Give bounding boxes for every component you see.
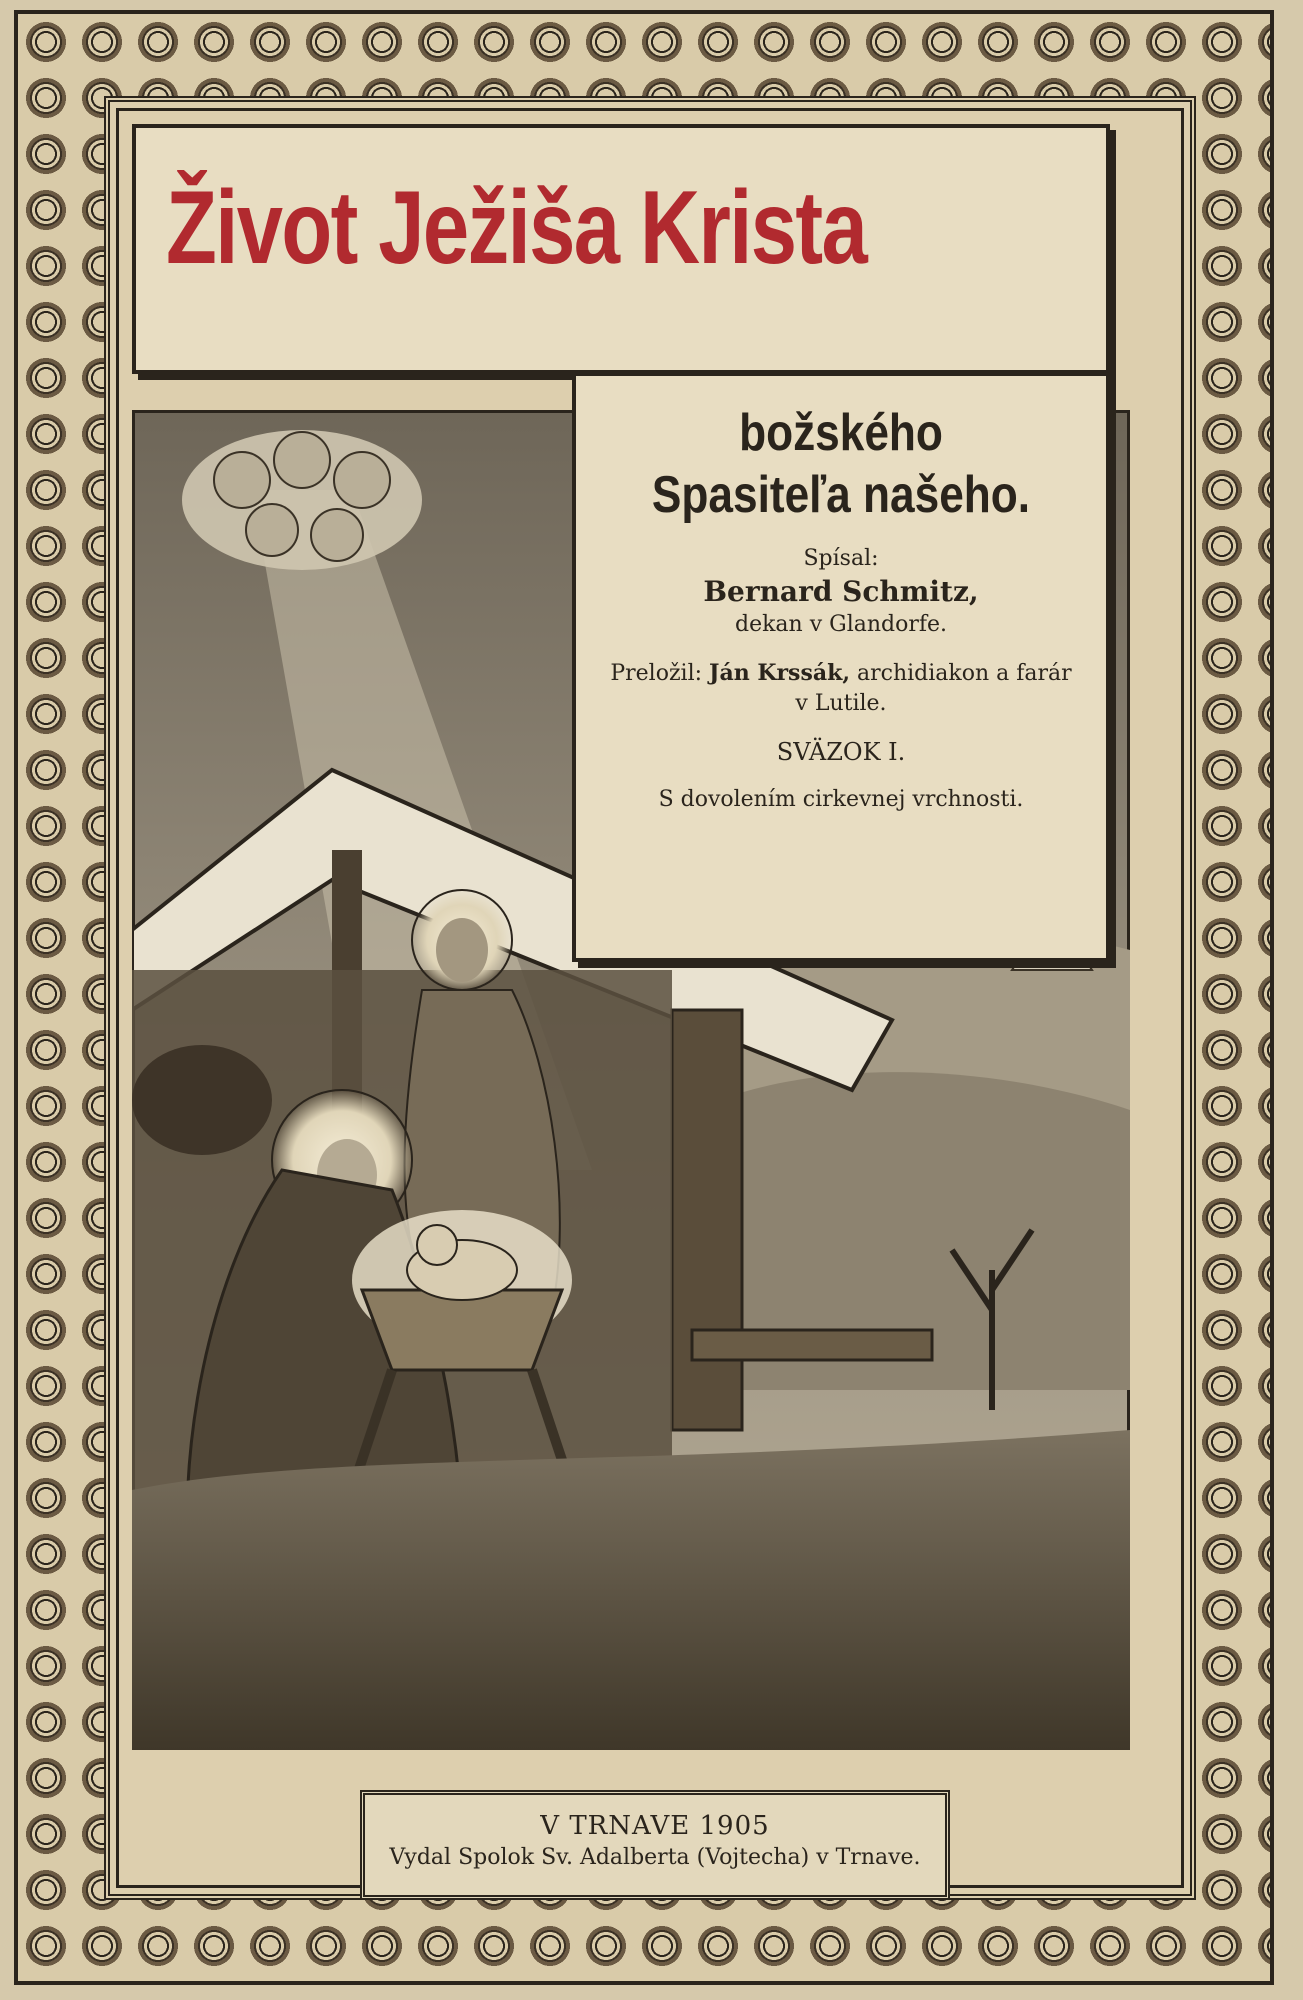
imprint-city-year: V TRNAVE 1905 xyxy=(540,1811,770,1841)
volume-label: SVÄZOK I. xyxy=(776,738,906,766)
author-role: dekan v Glandorfe. xyxy=(734,612,948,637)
main-title: Život Ježiša Krista xyxy=(166,170,867,286)
permission-note: S dovolením cirkevnej vrchnosti. xyxy=(658,787,1024,812)
author-name: Bernard Schmitz, xyxy=(703,575,979,608)
imprint-publisher: Vydal Spolok Sv. Adalberta (Vojtecha) v Trnave. xyxy=(389,1845,921,1870)
translator-role: archidiakon a farár xyxy=(857,661,1072,686)
imprint-box xyxy=(360,1790,950,1900)
subtitle-line-1: božského xyxy=(739,404,943,462)
translator-line-1 xyxy=(576,658,1106,689)
translator-label: Preložil: xyxy=(610,661,703,686)
translator-line-2: v Lutile. xyxy=(795,691,887,716)
translator-name: Ján Krssák, xyxy=(709,660,850,686)
title-plaque xyxy=(132,124,1110,374)
subtitle-line-2: Spasiteľa našeho. xyxy=(651,466,1031,524)
subtitle-panel xyxy=(572,372,1110,962)
author-label: Spísal: xyxy=(803,546,879,571)
